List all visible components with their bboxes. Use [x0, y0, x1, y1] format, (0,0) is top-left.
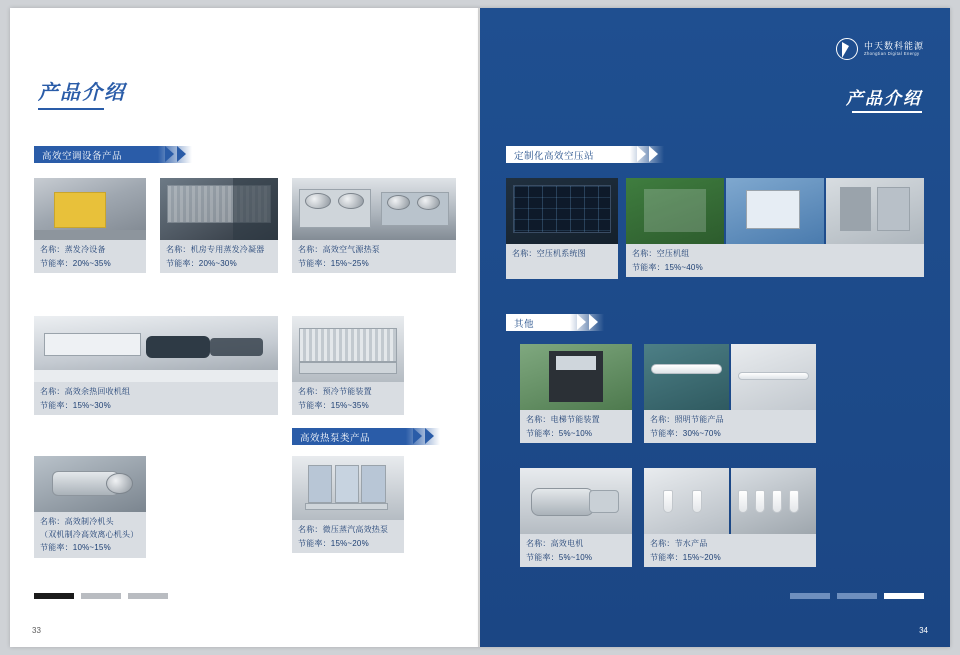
product-rate: 节能率：5%~10% [520, 551, 632, 568]
product-name: 名称：高效电机 [520, 534, 632, 551]
section-label-hvac: 高效空调设备产品 [34, 146, 130, 163]
product-rate: 节能率：15%~20% [644, 551, 816, 568]
product-card [34, 456, 146, 558]
product-rate: 节能率：30%~70% [644, 427, 816, 444]
product-rate: 节能率：20%~30% [160, 257, 278, 274]
product-name: 名称：高效余热回收机组 [34, 382, 278, 399]
page-title-left: 产品介绍 [38, 80, 126, 104]
section-label-air-station: 定制化高效空压站 [506, 146, 602, 163]
section-banner-air-station [506, 146, 664, 163]
section-label-others: 其他 [506, 314, 542, 331]
product-name: 名称：节水产品 [644, 534, 816, 551]
banner-arrow-icon [130, 146, 192, 163]
product-name: 名称：预冷节能装置 [292, 382, 404, 399]
product-rate: 节能率：5%~10% [520, 427, 632, 444]
product-rate: 节能率：15%~35% [292, 399, 404, 416]
product-name: 名称：照明节能产品 [644, 410, 816, 427]
banner-arrow-icon [602, 146, 664, 163]
brand-name-cn: 中天数科能源 [863, 41, 924, 52]
dot [837, 593, 877, 599]
product-rate: 节能率：10%~15% [34, 541, 146, 558]
product-card [34, 316, 278, 415]
product-name: 名称：微压蒸汽高效热泵 [292, 520, 404, 537]
section-banner-hvac [34, 146, 192, 163]
dot [81, 593, 121, 599]
progress-dots-right [790, 593, 924, 599]
product-card [292, 316, 404, 415]
product-name: 名称：空压机系统图 [506, 244, 618, 261]
product-name: 名称：蒸发冷设备 [34, 240, 146, 257]
product-name-sub: （双机制冷高效离心机头） [34, 529, 146, 542]
product-name: 名称：高效制冷机头 [34, 512, 146, 529]
product-photo [644, 344, 816, 410]
product-card [292, 456, 404, 553]
product-photo [34, 178, 146, 240]
product-card [520, 344, 632, 443]
product-photo [292, 178, 456, 240]
dot [128, 593, 168, 599]
section-banner-others [506, 314, 604, 331]
product-rate: 节能率：15%~25% [292, 257, 456, 274]
left-page [10, 8, 480, 647]
brand-name-en: Zhongtian Digital Energy [863, 50, 920, 56]
product-card [34, 178, 146, 273]
page-number-left: 33 [32, 626, 41, 635]
product-name: 名称：空压机组 [626, 244, 924, 261]
section-banner-heatpump [292, 428, 440, 445]
product-photo [160, 178, 278, 240]
title-rule-right [852, 111, 922, 113]
product-photo [34, 316, 278, 382]
product-rate [506, 261, 618, 279]
product-photo [520, 344, 632, 410]
banner-arrow-icon [542, 314, 604, 331]
brand-logo [836, 38, 924, 60]
product-photo [520, 468, 632, 534]
section-label-heatpump: 高效热泵类产品 [292, 428, 378, 445]
dot [790, 593, 830, 599]
dot [884, 593, 924, 599]
product-rate: 节能率：20%~35% [34, 257, 146, 274]
product-name: 名称：高效空气源热泵 [292, 240, 456, 257]
logo-mark-icon [836, 38, 858, 60]
product-card [160, 178, 278, 273]
product-card [626, 178, 924, 277]
product-name: 名称：机房专用蒸发冷凝器 [160, 240, 278, 257]
product-card [644, 468, 816, 567]
product-rate: 节能率：15%~30% [34, 399, 278, 416]
product-name: 名称：电梯节能装置 [520, 410, 632, 427]
right-page [480, 8, 950, 647]
product-photo [644, 468, 816, 534]
banner-arrow-icon [378, 428, 440, 445]
product-card [520, 468, 632, 567]
title-rule-left [38, 108, 104, 110]
product-photo [34, 456, 146, 512]
page-title-right: 产品介绍 [846, 89, 922, 109]
dot [34, 593, 74, 599]
product-card [644, 344, 816, 443]
product-rate: 节能率：15%~40% [626, 261, 924, 278]
progress-dots-left [34, 593, 168, 599]
product-rate: 节能率：15%~20% [292, 537, 404, 554]
product-card [292, 178, 456, 273]
product-photo [626, 178, 924, 244]
product-photo [506, 178, 618, 244]
page-number-right: 34 [919, 626, 928, 635]
product-card [506, 178, 618, 279]
product-photo [292, 316, 404, 382]
product-photo [292, 456, 404, 520]
